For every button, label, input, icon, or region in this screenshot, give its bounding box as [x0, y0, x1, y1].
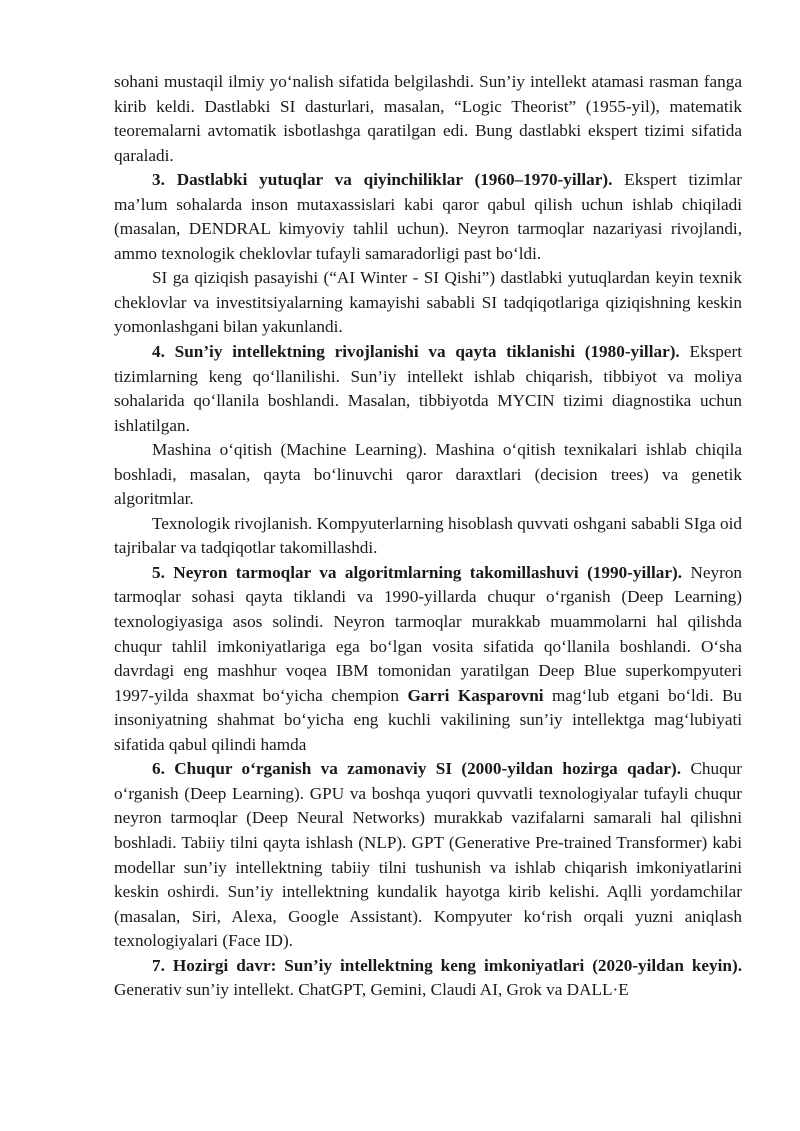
kasparov-name: Garri Kasparovni — [407, 685, 544, 705]
section-6-heading: 6. Chuqur o‘rganish va zamonaviy SI (2000-yildan hozirga qadar). — [152, 759, 682, 779]
paragraph-ai-winter: SI ga qiziqish pasayishi (“AI Winter - SI Qishi”) dastlabki yutuqlardan keyin texnik cheklovlar va investitsiyalarning kamayishi sababli SI tadqiqotlariga qiziqishning keskin yomonlashgani bilan yakunlandi. — [114, 268, 742, 337]
section-7-paragraph — [114, 954, 742, 1003]
section-5-body-start: Neyron tarmoqlar sohasi qayta tiklandi va 1990-yillarda chuqur o‘rganish (Deep Learning) texnologiyasiga asos solindi. Neyron tarmoqlar murakkab muammolarni hal qilishda chuqur tahlil imkoniyatlariga ega bo‘lgan vosita sifatida qo‘llanila boshlandi. O‘sha davrdagi eng mashhur voqea IBM tomonidan yaratilgan Deep Blue superkompyuteri 1997-yilda shaxmat bo‘yicha chempion — [114, 562, 743, 705]
section-6-paragraph — [114, 757, 742, 953]
paragraph-tech-development: Texnologik rivojlanish. Kompyuterlarning hisoblash quvvati oshgani sababli SIga oid tajribalar va tadqiqotlar takomillashdi. — [114, 513, 742, 558]
paragraph-machine-learning: Mashina o‘qitish (Machine Learning). Mashina o‘qitish texnikalari ishlab chiqila boshladi, masalan, qayta bo‘linuvchi qaror daraxtlari (decision trees) va genetik algoritmlar. — [114, 440, 742, 509]
section-5-body-end: mag‘lub etgani bo‘ldi. Bu insoniyatning shahmat bo‘yicha eng kuchli vakilining sun’iy intellektga mag‘lubiyati sifatida qabul qilindi hamda — [114, 685, 742, 754]
section-4-body: Ekspert tizimlarning keng qo‘llanilishi. Sun’iy intellekt ishlab chiqarish, tibbiyot va moliya sohalarida qo‘llanila boshlandi. Masalan, tibbiyotda MYCIN tizimi diagnostika uchun ishlatilgan. — [114, 342, 742, 435]
section-5-heading: 5. Neyron tarmoqlar va algoritmlarning takomillashuvi (1990-yillar). — [152, 562, 683, 582]
section-3-body: Ekspert tizimlar ma’lum sohalarda inson mutaxassislari kabi qaror qabul qilish uchun ishlab chiqiladi (masalan, DENDRAL kimyoviy tahlil uchun). Neyron tarmoqlar nazariyasi rivojlandi, ammo texnologik cheklovlar tufayli samaradorligi past bo‘ldi. — [114, 170, 742, 263]
section-4-paragraph — [114, 340, 742, 438]
section-7-heading: 7. Hozirgi davr: Sun’iy intellektning keng imkoniyatlari (2020-yildan keyin). — [152, 955, 742, 975]
section-5-paragraph — [114, 561, 742, 757]
section-3-paragraph — [114, 168, 742, 266]
section-3-heading: 3. Dastlabki yutuqlar va qiyinchiliklar (1960–1970-yillar). — [152, 170, 613, 190]
document-page — [114, 70, 742, 1003]
section-7-body: Generativ sun’iy intellekt. ChatGPT, Gemini, Claudi AI, Grok va DALL·E — [114, 980, 629, 1000]
paragraph-continuation: sohani mustaqil ilmiy yo‘nalish sifatida belgilashdi. Sun’iy intellekt atamasi rasman fanga kirib keldi. Dastlabki SI dasturlari, masalan, “Logic Theorist” (1955-yil), matematik teoremalarni avtomatik isbotlashga qaratilgan edi. Bung dastlabki ekspert tizimi sifatida qaraladi. — [114, 72, 742, 165]
section-4-heading: 4. Sun’iy intellektning rivojlanishi va qayta tiklanishi (1980-yillar). — [152, 342, 680, 362]
section-6-body: Chuqur o‘rganish (Deep Learning). GPU va boshqa yuqori quvvatli texnologiyalar tufayli chuqur neyron tarmoqlar (Deep Neural Networks) murakkab vazifalarni samarali hal qilishni boshladi. Tabiiy tilni qayta ishlash (NLP). GPT (Generative Pre-trained Transformer) kabi modellar sun’iy intellektning tabiiy tilni tushunish va ishlab chiqarish imkoniyatlarini keskin oshirdi. Sun’iy intellektning kundalik hayotga kirib kelishi. Aqlli yordamchilar (masalan, Siri, Alexa, Google Assistant). Kompyuter ko‘rish orqali yuzni aniqlash texnologiyalari (Face ID). — [114, 759, 743, 951]
